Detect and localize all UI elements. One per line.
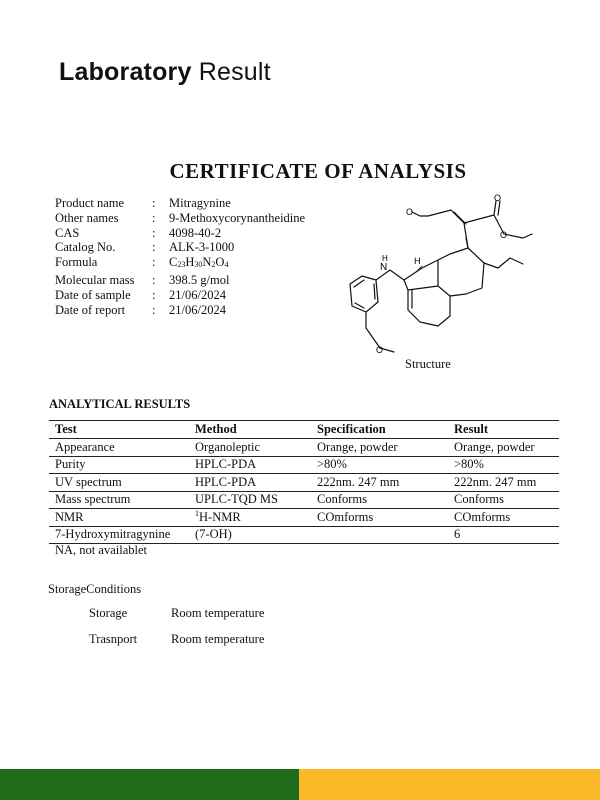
info-row-date-of-sample	[55, 288, 305, 303]
table-row	[49, 474, 559, 492]
atom-label-h: H	[414, 256, 421, 266]
analytical-results-title: ANALYTICAL RESULTS	[49, 397, 191, 411]
info-colon: :	[152, 240, 156, 255]
cell-result: COmforms	[448, 509, 559, 527]
heading-regular: Result	[198, 58, 271, 86]
analytical-results-table	[49, 420, 559, 544]
cell-method: (7-OH)	[189, 526, 311, 544]
info-colon: :	[152, 225, 156, 240]
storage-label: Trasnport	[89, 632, 138, 646]
atom-label-n: N	[380, 262, 388, 273]
cell-test: Purity	[49, 456, 189, 474]
header-test: Test	[49, 421, 189, 439]
cell-spec	[311, 526, 448, 544]
table-header-row	[49, 421, 559, 439]
info-value: Mitragynine	[169, 196, 231, 210]
info-value: ALK-3-1000	[169, 240, 235, 255]
info-row-cas	[55, 226, 305, 241]
info-colon: :	[152, 196, 156, 210]
cell-method: UPLC-TQD MS	[189, 491, 311, 509]
cell-method: HPLC-PDA	[189, 456, 311, 474]
info-row-other-names	[55, 211, 305, 226]
info-row-product-name	[55, 196, 305, 211]
cell-test: Mass spectrum	[49, 491, 189, 509]
cell-method: Organoleptic	[189, 439, 311, 457]
storage-row-storage	[89, 606, 264, 621]
table-row	[49, 509, 559, 527]
info-value: 21/06/2024	[169, 287, 226, 302]
info-value: 21/06/2024	[169, 302, 226, 317]
atom-label-nh-h: H	[382, 254, 388, 263]
cell-method: HPLC-PDA	[189, 474, 311, 492]
storage-conditions-title: StorageConditions	[48, 582, 142, 596]
info-label: CAS	[55, 225, 80, 240]
cell-test: 7-Hydroxymitragynine	[49, 526, 189, 544]
info-value: 9-Methoxycorynantheidine	[169, 210, 306, 225]
table-row	[49, 491, 559, 509]
cell-spec: 222nm. 247 mm	[311, 474, 448, 492]
table-row	[49, 526, 559, 544]
info-row-formula	[55, 255, 305, 273]
cell-test: UV spectrum	[49, 474, 189, 492]
info-label: Date of sample	[55, 287, 131, 302]
info-value: 4098-40-2	[169, 225, 222, 240]
table-row	[49, 439, 559, 457]
info-colon: :	[152, 210, 156, 225]
heading-bold: Laboratory	[59, 58, 192, 86]
info-row-catalog-no	[55, 240, 305, 255]
storage-value: Room temperature	[171, 606, 265, 620]
cell-result: 6	[448, 526, 559, 544]
cell-spec: >80%	[311, 456, 448, 474]
info-label: Product name	[55, 196, 125, 210]
storage-value: Room temperature	[171, 632, 265, 646]
formula-value: $C_{23}H_{30}N_2O_4$	[169, 255, 229, 270]
info-label: Other names	[55, 210, 119, 225]
header-specification: Specification	[311, 421, 448, 439]
cell-test: Appearance	[49, 439, 189, 457]
page-heading	[59, 58, 271, 87]
atom-label-o-carbonyl: O	[494, 193, 502, 203]
cell-method: $^1$H-NMR	[189, 509, 311, 527]
info-row-molecular-mass	[55, 273, 305, 288]
info-value: 398.5 g/mol	[169, 272, 230, 287]
atom-label-o-methoxy-bottom: O	[376, 345, 384, 355]
cell-result: Conforms	[448, 491, 559, 509]
cell-result: Orange, powder	[448, 439, 559, 457]
info-label: Molecular mass	[55, 272, 135, 287]
atom-label-o-ester: O	[500, 230, 508, 240]
info-label: Formula	[55, 255, 98, 270]
footer-green-segment	[0, 769, 299, 800]
cell-test: NMR	[49, 509, 189, 527]
info-label: Date of report	[55, 302, 126, 317]
table-row	[49, 456, 559, 474]
structure-caption: Structure	[405, 357, 451, 371]
cell-result: >80%	[448, 456, 559, 474]
product-info	[55, 196, 305, 317]
certificate-title: CERTIFICATE OF ANALYSIS	[169, 159, 467, 183]
info-colon: :	[152, 255, 156, 270]
header-method: Method	[189, 421, 311, 439]
storage-label: Storage	[89, 606, 128, 620]
cell-result: 222nm. 247 mm	[448, 474, 559, 492]
info-colon: :	[152, 302, 156, 317]
info-colon: :	[152, 287, 156, 302]
footer-color-bar	[0, 769, 600, 800]
info-colon: :	[152, 272, 156, 287]
cell-spec: Conforms	[311, 491, 448, 509]
footer-yellow-segment	[299, 769, 600, 800]
atom-label-o-methoxy-top: O	[406, 207, 414, 217]
molecular-structure-diagram	[318, 188, 550, 358]
cell-spec: COmforms	[311, 509, 448, 527]
info-row-date-of-report	[55, 303, 305, 318]
cell-spec: Orange, powder	[311, 439, 448, 457]
table-footnote: NA, not availablet	[55, 543, 147, 557]
storage-row-transport	[89, 632, 264, 647]
header-result: Result	[448, 421, 559, 439]
info-label: Catalog No.	[55, 240, 116, 255]
